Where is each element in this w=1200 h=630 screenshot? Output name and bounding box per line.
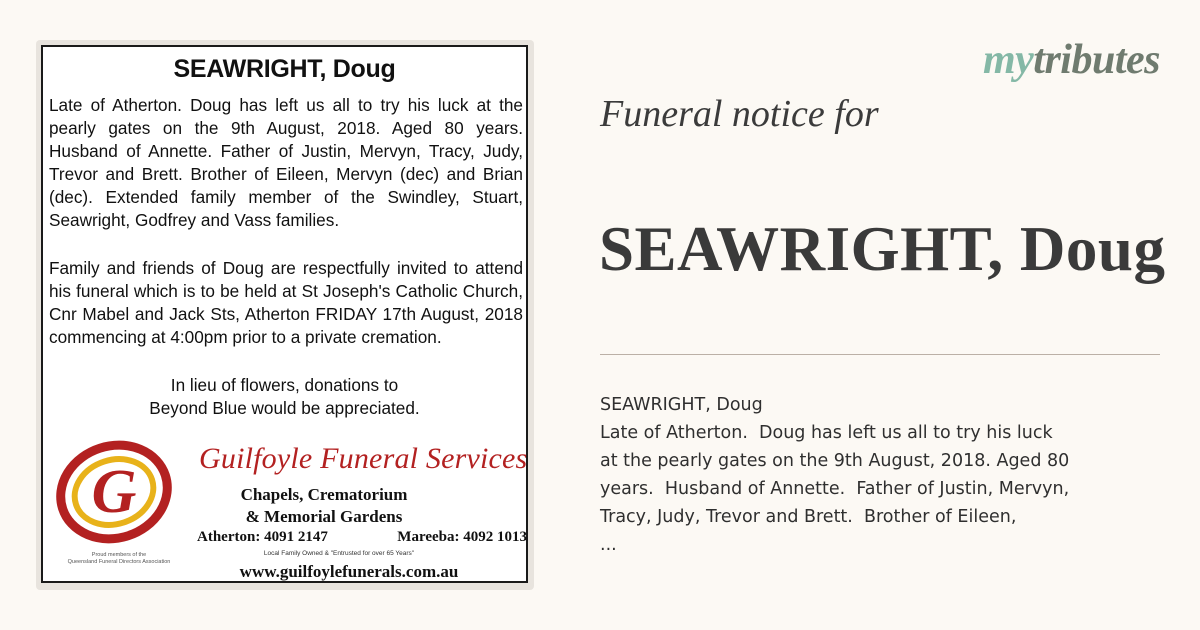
funeral-home-phones <box>197 529 527 546</box>
excerpt-line: years. Husband of Annette. Father of Justin, Mervyn, <box>600 479 1070 499</box>
notice-excerpt <box>600 391 1140 559</box>
funeral-home-website: www.guilfoylefunerals.com.au <box>239 562 459 581</box>
funeral-notice-image <box>41 45 528 583</box>
mytributes-logo[interactable] <box>983 36 1160 84</box>
donation-line: In lieu of flowers, donations to <box>170 375 399 395</box>
page-subtitle: Funeral notice for <box>600 93 879 135</box>
funeral-home-tagline: Local Family Owned & "Entrusted for over 65 Years" <box>263 550 415 557</box>
guilfoyle-g-logo-icon <box>55 438 173 546</box>
funeral-home-name: Guilfoyle Funeral Services <box>199 442 528 475</box>
excerpt-ellipsis: ... <box>600 535 617 555</box>
logo-my: my <box>982 37 1034 83</box>
excerpt-line: at the pearly gates on the 9th August, 2018. Aged 80 <box>600 451 1070 471</box>
donation-line: Beyond Blue would be appreciated. <box>149 398 420 418</box>
notice-paragraph-service: Family and friends of Doug are respectfully invited to attend his funeral which is to be held at St Joseph's Catholic Church, Cnr Mabel and Jack Sts, Atherton FRIDAY 17th August, 2018 commencing at 4:00pm prior to a private cremation. <box>49 258 523 347</box>
excerpt-line: Late of Atherton. Doug has left us all to try his luck <box>600 423 1053 443</box>
excerpt-line: SEAWRIGHT, Doug <box>600 395 763 415</box>
notice-donation-note <box>43 374 526 420</box>
association-note <box>49 552 189 566</box>
notice-paragraph-details: Late of Atherton. Doug has left us all to try his luck at the pearly gates on the 9th August, 2018. Aged 80 years. Husband of Annette. Father of Justin, Mervyn, Tracy, Judy, Trevor and Brett. Brother of Eileen, Mervyn (dec) and Brian (dec). Extended family member of the Swindley, Stuart, Seawright, Godfrey and Vass families. <box>49 95 523 230</box>
excerpt-line: Tracy, Judy, Trevor and Brett. Brother of Eileen, <box>600 507 1017 527</box>
services-line: Chapels, Crematorium <box>240 485 408 504</box>
phone-mareeba: Mareeba: 4092 1013 <box>397 529 527 545</box>
funeral-home-services <box>199 484 449 528</box>
services-line: & Memorial Gardens <box>245 507 403 526</box>
association-line: Proud members of the <box>91 552 147 558</box>
logo-letter: G <box>91 458 137 526</box>
page-title: SEAWRIGHT, Doug <box>599 214 1166 284</box>
association-line: Queensland Funeral Directors Association <box>67 559 171 565</box>
phone-atherton: Atherton: 4091 2147 <box>197 529 328 545</box>
divider <box>600 354 1160 355</box>
logo-tributes: tributes <box>1033 37 1160 83</box>
notice-title: SEAWRIGHT, Doug <box>173 55 396 83</box>
funeral-home-advert <box>49 432 528 581</box>
